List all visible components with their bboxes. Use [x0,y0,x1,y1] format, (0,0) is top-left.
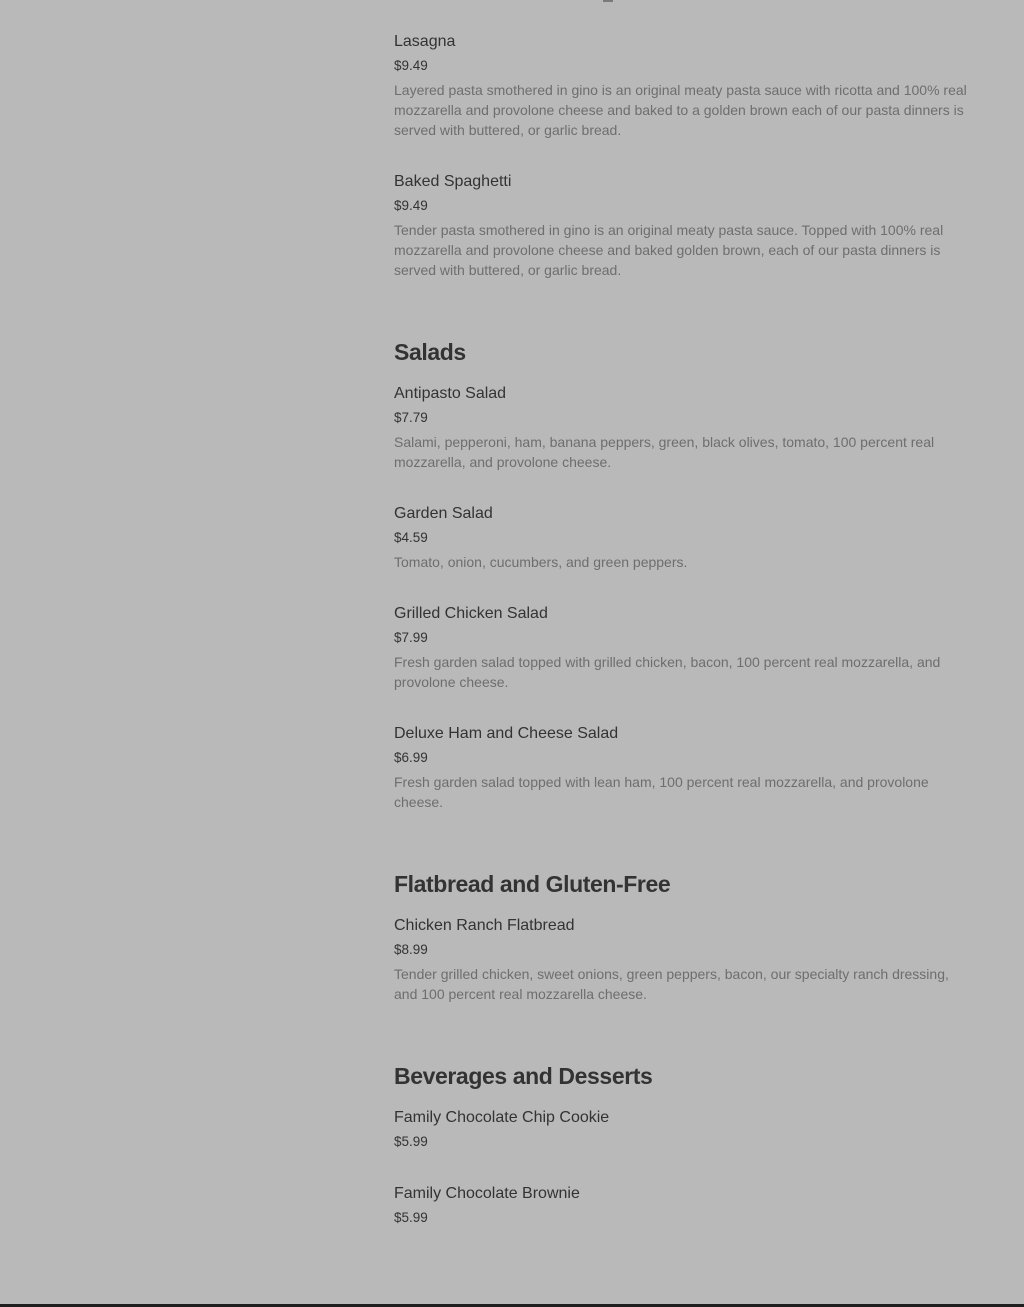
item-price: $7.99 [394,630,428,645]
menu-item-family-chocolate-chip-cookie[interactable] [394,1108,969,1149]
item-description: Salami, pepperoni, ham, banana peppers, green, black olives, tomato, 100 percent real mozzarella, and provolone cheese. [394,434,935,470]
menu-item-garden-salad[interactable] [394,504,969,570]
item-name: Deluxe Ham and Cheese Salad [394,725,619,742]
menu-item-deluxe-ham-and-cheese-salad[interactable] [394,724,969,810]
item-name: Lasagna [394,33,456,50]
item-price: $9.49 [394,58,428,73]
item-price: $6.99 [394,750,428,765]
item-price: $4.59 [394,530,428,545]
item-description: Tender pasta smothered in gino is an original meaty pasta sauce. Topped with 100% real mozzarella and provolone cheese and baked golden brown, each of our pasta dinners is served with buttered, or garlic bread. [394,222,944,278]
item-price: $5.99 [394,1210,428,1225]
menu-item-chicken-ranch-flatbread[interactable] [394,916,969,1002]
section-title-beverages-desserts: Beverages and Desserts [394,1063,653,1089]
section-title-flatbread: Flatbread and Gluten-Free [394,871,671,897]
item-name: Antipasto Salad [394,385,507,402]
item-price: $8.99 [394,942,428,957]
item-description: Tender grilled chicken, sweet onions, green peppers, bacon, our specialty ranch dressing, and 100 percent real mozzarella cheese. [394,966,949,1002]
item-price: $7.79 [394,410,428,425]
item-description: Tomato, onion, cucumbers, and green peppers. [394,554,688,570]
item-price: $5.99 [394,1134,428,1149]
clipped-text-fragment [603,0,613,2]
menu-item-baked-spaghetti[interactable] [394,172,969,278]
item-description: Fresh garden salad topped with grilled chicken, bacon, 100 percent real mozzarella, and provolone cheese. [394,654,941,690]
item-name: Family Chocolate Brownie [394,1185,580,1202]
item-name: Family Chocolate Chip Cookie [394,1109,610,1126]
item-name: Chicken Ranch Flatbread [394,917,575,934]
item-price: $9.49 [394,198,428,213]
item-description: Layered pasta smothered in gino is an original meaty pasta sauce with ricotta and 100% real mozzarella and provolone cheese and baked to a golden brown each of our pasta dinners is served with buttered, or garlic bread. [394,82,967,138]
menu-item-grilled-chicken-salad[interactable] [394,604,969,690]
section-title-salads: Salads [394,339,466,365]
item-name: Grilled Chicken Salad [394,605,548,622]
item-name: Baked Spaghetti [394,173,512,190]
item-name: Garden Salad [394,505,493,522]
item-description: Fresh garden salad topped with lean ham, 100 percent real mozzarella, and provolone cheese. [394,774,929,810]
menu-item-family-chocolate-brownie[interactable] [394,1184,969,1225]
menu-item-lasagna[interactable] [394,32,969,138]
menu-item-antipasto-salad[interactable] [394,384,969,470]
